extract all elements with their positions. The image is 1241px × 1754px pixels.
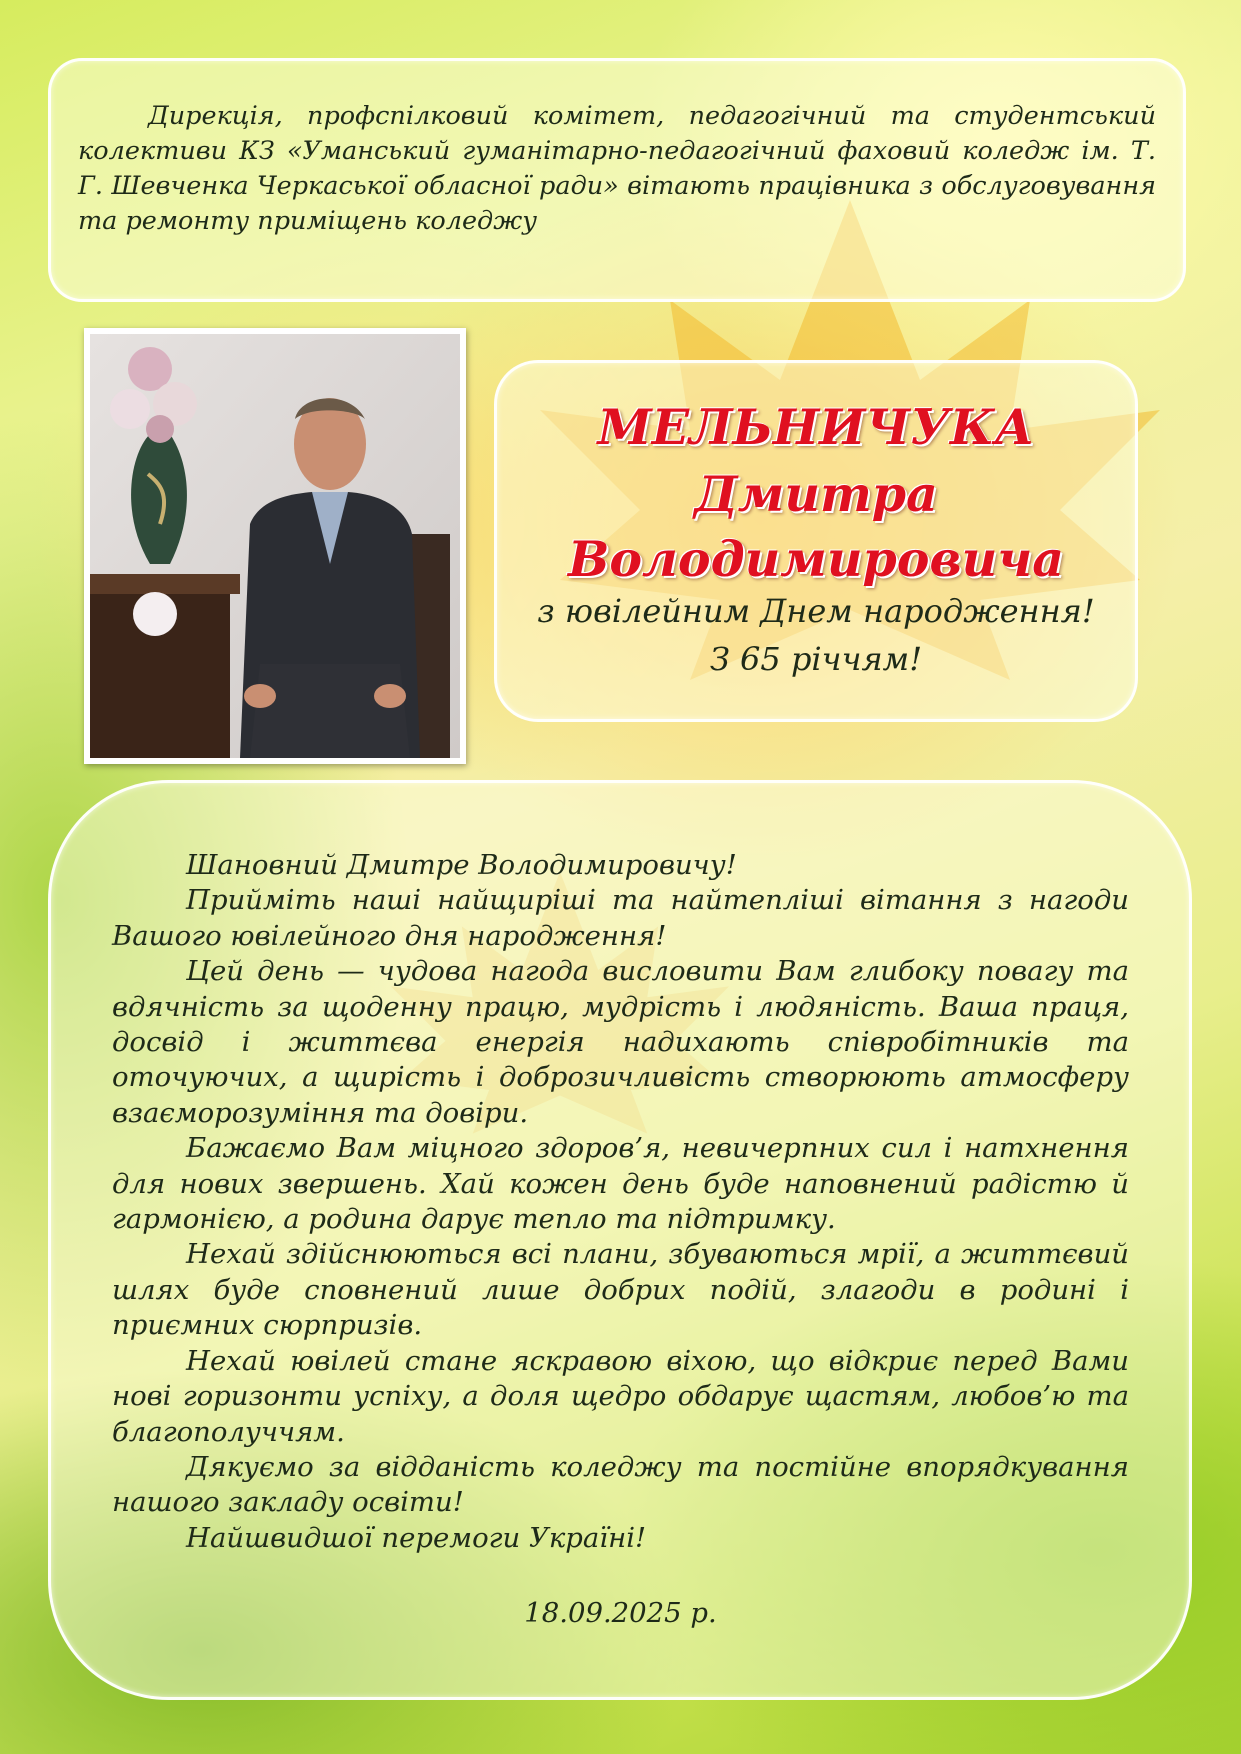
letter-date: 18.09.2025 р. [524,1597,717,1629]
honoree-surname: МЕЛЬНИЧУКА [597,398,1035,456]
letter-paragraph: Дякуємо за відданість коледжу та постійне впорядкування нашого закладу освіти! [112,1450,1129,1519]
portrait-frame [84,328,466,764]
letter-paragraph: Бажаємо Вам міцного здоров’я, невичерпних сил і натхнення для нових звершень. Хай кожен день буде наповнений радістю й гармонією, а родина дарує тепло та підтримку. [112,1132,1129,1236]
portrait-image [90,334,460,758]
letter-salutation: Шановний Дмитре Володимировичу! [186,849,737,881]
portrait-photo [90,334,460,758]
honoree-patronymic: Володимировича [567,530,1065,588]
letter-paragraph: Нехай здійснюються всі плани, збуваються мрії, а життєвий шлях буде сповнений лише добрих подій, злагоди в родині і приємних сюрпризів. [112,1238,1129,1342]
letter-paragraph: Цей день — чудова нагода висловити Вам глибоку повагу та вдячність за щоденну працю, мудрість і людяність. Ваша праця, досвід і життєва енергія надихають співробітників та оточуючих, а щирість і доброзичливість створюють атмосферу взаєморозуміння та довіри. [112,955,1129,1129]
letter-body [112,848,1129,1556]
header-text: Дирекція, профспілковий комітет, педагогічний та студентський колективи КЗ «Уманський гуманітарно-педагогічний фаховий коледж ім. Т. Г. Шевченка Черкаської обласної ради» вітають працівника з обслуговування та ремонту приміщень коледжу [78,101,1156,236]
letter-paragraph: Прийміть наші найщиріші та найтепліші вітання з нагоди Вашого ювілейного дня народження! [112,884,1129,952]
birthday-greeting: з ювілейним Днем народження! [537,592,1095,630]
anniversary-line: З 65 річчям! [709,640,923,678]
honoree-first-name: Дмитра [694,465,938,523]
letter-paragraph: Нехай ювілей стане яскравою віхою, що відкриє перед Вами нові горизонти успіху, а доля щедро обдарує щастям, любов’ю та благополуччям. [112,1344,1129,1448]
letter-closing: Найшвидшої перемоги Україні! [186,1521,647,1554]
